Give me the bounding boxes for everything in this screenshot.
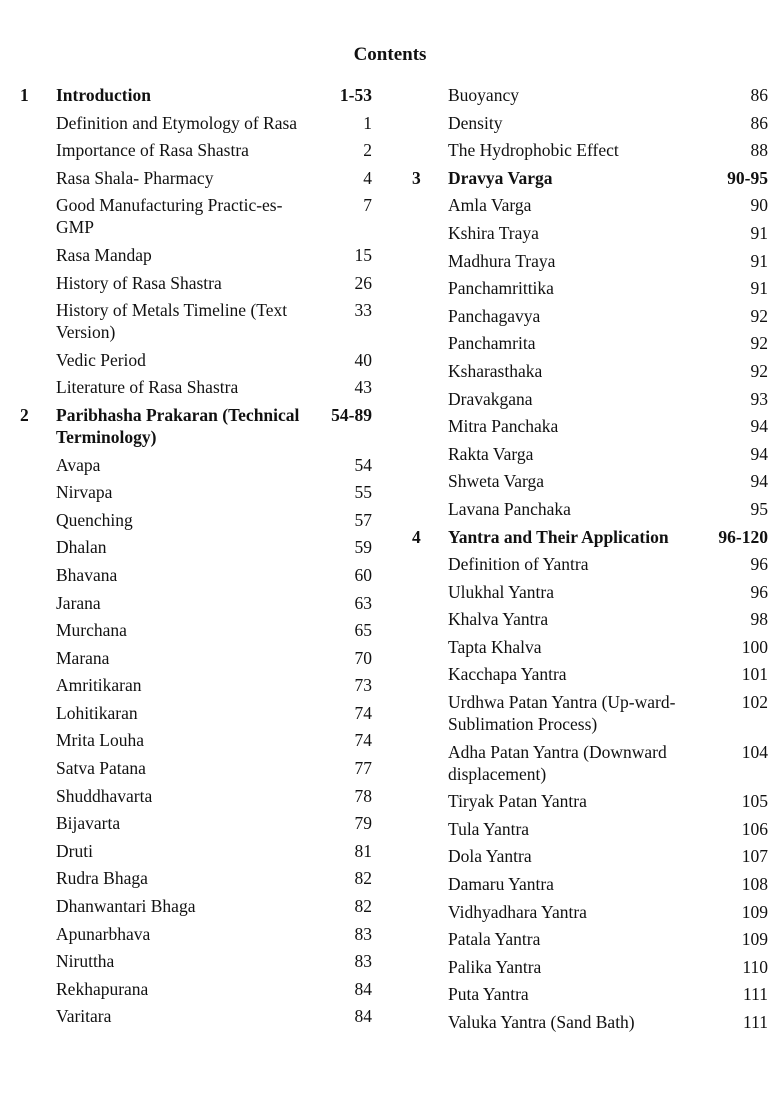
entry-title: Jarana — [56, 592, 101, 613]
page-number: 2 — [363, 140, 372, 161]
page-number: 96 — [750, 554, 768, 575]
toc-entry-row — [412, 277, 768, 299]
page-number: 74 — [354, 702, 372, 723]
toc-entry-row — [20, 812, 372, 834]
page-number: 81 — [354, 840, 372, 861]
page-number: 84 — [354, 978, 372, 999]
page-number: 94 — [750, 443, 768, 464]
entry-title: Good Manufacturing Practic-es- GMP — [56, 195, 283, 238]
chapter-number: 4 — [412, 526, 421, 547]
page-number: 84 — [354, 1006, 372, 1027]
page-number: 105 — [741, 791, 768, 812]
page-number: 100 — [741, 636, 768, 657]
toc-entry-row — [20, 867, 372, 889]
page-number: 1-53 — [339, 85, 372, 105]
entry-title: Valuka Yantra (Sand Bath) — [448, 1012, 635, 1032]
toc-entry-row — [20, 536, 372, 558]
page-number: 33 — [354, 300, 372, 321]
page-number: 74 — [354, 730, 372, 751]
chapter-number: 3 — [412, 167, 421, 188]
entry-title: Introduction — [56, 85, 151, 105]
toc-entry-row — [20, 376, 372, 398]
toc-entry-row — [20, 509, 372, 531]
toc-entry-row — [412, 194, 768, 216]
entry-title: Tula Yantra — [448, 818, 530, 839]
toc-entry-row — [412, 84, 768, 106]
page-number: 73 — [354, 675, 372, 696]
page-number: 107 — [741, 846, 768, 867]
toc-entry-row — [20, 923, 372, 945]
toc-entry-row — [412, 581, 768, 603]
toc-entry-row — [412, 250, 768, 272]
toc-entry-row — [20, 564, 372, 586]
toc-chapter-row — [20, 404, 372, 448]
entry-title: Kacchapa Yantra — [448, 664, 567, 685]
entry-title: Khalva Yantra — [448, 609, 549, 630]
entry-title: Importance of Rasa Shastra — [56, 140, 249, 161]
toc-entry-row — [412, 222, 768, 244]
page-number: 110 — [742, 956, 768, 977]
entry-title: Dhalan — [56, 537, 107, 558]
toc-entry-row — [20, 194, 372, 238]
page-number: 94 — [750, 416, 768, 437]
toc-entry-row — [412, 112, 768, 134]
toc-entry-row — [20, 244, 372, 266]
entry-title: Rasa Shala- Pharmacy — [56, 167, 214, 188]
entry-title: Satva Patana — [56, 758, 146, 779]
toc-entry-row — [20, 674, 372, 696]
entry-title: Madhura Traya — [448, 250, 556, 271]
entry-title: Vidhyadhara Yantra — [448, 901, 587, 922]
page-number: 77 — [354, 758, 372, 779]
page-number: 91 — [750, 278, 768, 299]
entry-title: Niruttha — [56, 951, 115, 972]
page-number: 82 — [354, 868, 372, 889]
entry-title: Mrita Louha — [56, 730, 144, 751]
toc-entry-row — [412, 415, 768, 437]
page-number: 1 — [363, 112, 372, 133]
toc-entry-row — [412, 553, 768, 575]
page-number: 91 — [750, 222, 768, 243]
page-number: 111 — [743, 1012, 768, 1032]
entry-title: Dravya Varga — [448, 167, 553, 188]
page-number: 90-95 — [727, 167, 768, 188]
page-number: 104 — [741, 741, 768, 762]
page-number: 70 — [354, 647, 372, 668]
toc-entry-row — [412, 305, 768, 327]
toc-entry-row — [20, 167, 372, 189]
toc-chapter-row — [412, 167, 768, 189]
entry-title: Varitara — [56, 1006, 112, 1027]
toc-entry-row — [20, 299, 372, 343]
page-number: 7 — [363, 195, 372, 216]
page-number: 86 — [750, 85, 768, 105]
page-number: 109 — [741, 929, 768, 950]
entry-title: Shweta Varga — [448, 471, 545, 492]
entry-title: Panchagavya — [448, 305, 541, 326]
page-number: 92 — [750, 305, 768, 326]
entry-title: Marana — [56, 647, 110, 668]
page-number: 54-89 — [331, 404, 372, 425]
chapter-number: 2 — [20, 404, 29, 425]
entry-title: Lavana Panchaka — [448, 498, 571, 519]
entry-title: Adha Patan Yantra (Downward displacement) — [448, 741, 667, 784]
page-number: 54 — [354, 454, 372, 475]
entry-title: Mitra Panchaka — [448, 416, 559, 437]
page-number: 108 — [741, 874, 768, 895]
entry-title: History of Rasa Shastra — [56, 272, 222, 293]
toc-entry-row — [20, 895, 372, 917]
toc-entry-row — [412, 470, 768, 492]
entry-title: Urdhwa Patan Yantra (Up-ward- Sublimation Process) — [448, 692, 676, 735]
entry-title: Nirvapa — [56, 482, 113, 503]
toc-entry-row — [412, 818, 768, 840]
entry-title: The Hydrophobic Effect — [448, 140, 619, 161]
entry-title: Tapta Khalva — [448, 636, 542, 657]
page-number: 55 — [354, 482, 372, 503]
entry-title: Patala Yantra — [448, 929, 541, 950]
page-number: 92 — [750, 333, 768, 354]
toc-entry-row — [20, 647, 372, 669]
toc-entry-row — [20, 349, 372, 371]
page-number: 59 — [354, 537, 372, 558]
toc-entry-row — [412, 901, 768, 923]
page-number: 60 — [354, 564, 372, 585]
entry-title: Tiryak Patan Yantra — [448, 791, 587, 812]
toc-entry-row — [20, 978, 372, 1000]
toc-entry-row — [412, 360, 768, 382]
entry-title: Panchamrita — [448, 333, 536, 354]
toc-entry-row — [20, 619, 372, 641]
toc-entry-row — [412, 873, 768, 895]
toc-entry-row — [412, 139, 768, 161]
page-number: 96 — [750, 581, 768, 602]
entry-title: Rekhapurana — [56, 978, 149, 999]
page-number: 94 — [750, 471, 768, 492]
page-number: 98 — [750, 609, 768, 630]
entry-title: Palika Yantra — [448, 956, 542, 977]
page-number: 83 — [354, 923, 372, 944]
toc-entry-row — [412, 790, 768, 812]
entry-title: Bijavarta — [56, 813, 121, 834]
page-number: 79 — [354, 813, 372, 834]
chapter-number: 1 — [20, 85, 29, 105]
toc-entry-row — [20, 950, 372, 972]
entry-title: Amritikaran — [56, 675, 142, 696]
entry-title: Avapa — [56, 454, 101, 475]
entry-title: Ksharasthaka — [448, 360, 543, 381]
page-number: 101 — [741, 664, 768, 685]
entry-title: Buoyancy — [448, 85, 519, 105]
toc-entry-row — [412, 388, 768, 410]
toc-entry-row — [412, 498, 768, 520]
toc-chapter-row — [20, 84, 372, 106]
toc-entry-row — [412, 608, 768, 630]
page-number: 88 — [750, 140, 768, 161]
page-number: 83 — [354, 951, 372, 972]
entry-title: Dola Yantra — [448, 846, 532, 867]
toc-entry-row — [20, 702, 372, 724]
entry-title: Dravakgana — [448, 388, 533, 409]
entry-title: Rasa Mandap — [56, 244, 152, 265]
entry-title: History of Metals Timeline (Text Version) — [56, 300, 288, 343]
entry-title: Vedic Period — [56, 349, 146, 370]
entry-title: Panchamrittika — [448, 278, 554, 299]
page-number: 65 — [354, 620, 372, 641]
entry-title: Apunarbhava — [56, 923, 151, 944]
entry-title: Shuddhavarta — [56, 785, 153, 806]
toc-entry-row — [412, 691, 768, 735]
page-number: 40 — [354, 349, 372, 370]
toc-entry-row — [20, 840, 372, 862]
page-number: 4 — [363, 167, 372, 188]
page-number: 15 — [354, 244, 372, 265]
page-number: 95 — [750, 498, 768, 519]
toc-right-column — [412, 84, 768, 1039]
toc-entry-row — [412, 845, 768, 867]
toc-entry-row — [412, 741, 768, 785]
entry-title: Rudra Bhaga — [56, 868, 148, 889]
page-title: Contents — [353, 44, 427, 65]
toc-entry-row — [412, 983, 768, 1005]
toc-entry-row — [412, 636, 768, 658]
page-number: 90 — [750, 195, 768, 216]
entry-title: Bhavana — [56, 564, 118, 585]
page-number: 82 — [354, 896, 372, 917]
page-number: 109 — [741, 901, 768, 922]
entry-title: Dhanwantari Bhaga — [56, 896, 196, 917]
page-number: 78 — [354, 785, 372, 806]
page-number: 96-120 — [718, 526, 768, 547]
entry-title: Puta Yantra — [448, 984, 529, 1005]
toc-entry-row — [412, 928, 768, 950]
entry-title: Yantra and Their Application — [448, 526, 669, 547]
page-number: 111 — [743, 984, 768, 1005]
entry-title: Ulukhal Yantra — [448, 581, 554, 602]
entry-title: Definition and Etymology of Rasa — [56, 112, 298, 133]
toc-left-column — [20, 84, 372, 1033]
page-number: 106 — [741, 818, 768, 839]
page-number: 92 — [750, 360, 768, 381]
entry-title: Damaru Yantra — [448, 874, 554, 895]
page-number: 91 — [750, 250, 768, 271]
toc-entry-row — [20, 729, 372, 751]
toc-entry-row — [20, 481, 372, 503]
toc-entry-row — [412, 443, 768, 465]
toc-chapter-row — [412, 526, 768, 548]
toc-entry-row — [20, 112, 372, 134]
entry-title: Lohitikaran — [56, 702, 138, 723]
entry-title: Literature of Rasa Shastra — [56, 377, 239, 398]
page-number: 57 — [354, 509, 372, 530]
toc-entry-row — [412, 663, 768, 685]
toc-entry-row — [412, 1011, 768, 1033]
page-number: 102 — [741, 692, 768, 713]
toc-entry-row — [20, 592, 372, 614]
entry-title: Kshira Traya — [448, 222, 539, 243]
entry-title: Paribhasha Prakaran (Technical Terminology) — [56, 404, 300, 447]
page-number: 86 — [750, 112, 768, 133]
entry-title: Amla Varga — [448, 195, 532, 216]
entry-title: Rakta Varga — [448, 443, 534, 464]
page-number: 63 — [354, 592, 372, 613]
entry-title: Density — [448, 112, 503, 133]
page-number: 43 — [354, 377, 372, 398]
entry-title: Murchana — [56, 620, 127, 641]
toc-entry-row — [20, 139, 372, 161]
entry-title: Druti — [56, 840, 93, 861]
toc-entry-row — [412, 956, 768, 978]
toc-entry-row — [20, 272, 372, 294]
page-number: 93 — [750, 388, 768, 409]
toc-entry-row — [20, 785, 372, 807]
toc-entry-row — [412, 332, 768, 354]
entry-title: Quenching — [56, 509, 133, 530]
entry-title: Definition of Yantra — [448, 554, 589, 575]
toc-entry-row — [20, 757, 372, 779]
toc-entry-row — [20, 454, 372, 476]
page-number: 26 — [354, 272, 372, 293]
toc-entry-row — [20, 1005, 372, 1027]
